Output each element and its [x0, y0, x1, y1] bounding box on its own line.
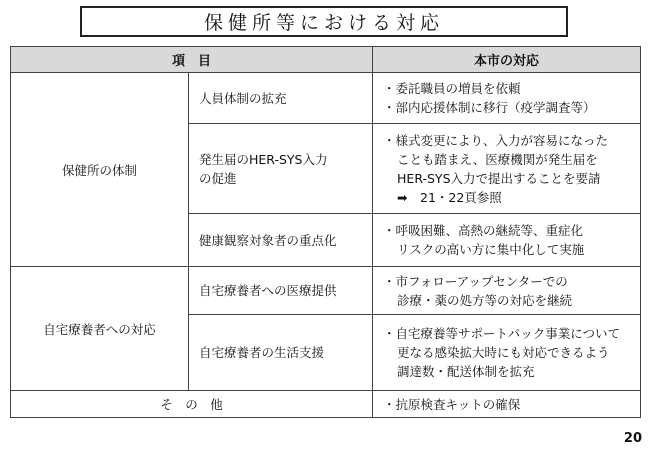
response-text: 更なる感染拡大時にも対応できるよう — [397, 345, 610, 360]
item-cell — [189, 73, 373, 124]
response-text: 部内応援体制に移行（疫学調査等） — [395, 100, 596, 115]
response-line — [383, 395, 640, 414]
item-cell — [189, 124, 373, 214]
response-line — [383, 169, 640, 188]
bullet-mark: ・ — [383, 223, 396, 238]
response-cell — [373, 124, 641, 214]
bullet-mark: ・ — [383, 81, 396, 96]
item-text: 健康観察対象者の重点化 — [199, 232, 337, 248]
item-text: 自宅療養者への医療提供 — [199, 283, 337, 298]
bullet-mark: ・ — [383, 132, 396, 148]
response-line — [383, 221, 640, 240]
response-line — [383, 131, 640, 150]
table-header-row — [11, 47, 641, 73]
response-cell — [373, 73, 641, 124]
response-table — [10, 46, 641, 418]
response-text: 市フォローアップセンターでの — [395, 273, 568, 289]
bullet-mark: ・ — [383, 273, 396, 289]
item-text: 人員体制の拡充 — [199, 90, 287, 106]
response-line — [383, 272, 640, 291]
response-cell — [373, 315, 641, 391]
category-cell: 自宅療養者への対応 — [11, 267, 189, 391]
response-cell — [373, 391, 641, 418]
response-text: 呼吸困難、高熱の継続等、重症化 — [395, 223, 584, 238]
table-row — [11, 267, 641, 315]
item-text: 発生届のHER-SYS入力 — [199, 151, 328, 167]
response-cell — [373, 267, 641, 315]
item-text: 自宅療養者の生活支援 — [199, 345, 325, 360]
response-line — [383, 240, 640, 259]
item-cell — [189, 315, 373, 391]
response-text: 自宅療養等サポートパック事業について — [395, 326, 621, 341]
response-line — [383, 362, 640, 381]
response-line — [383, 343, 640, 362]
response-line — [383, 324, 640, 343]
header-item: 項 目 — [11, 47, 373, 73]
response-text: HER-SYS入力で提出することを要請 — [397, 170, 601, 186]
item-cell — [189, 214, 373, 267]
response-text: 調達数・配送体制を拡充 — [397, 364, 535, 379]
page-title: 保健所等における対応 — [80, 6, 568, 37]
bullet-mark: ・ — [383, 100, 396, 115]
category-cell: 保健所の体制 — [11, 73, 189, 267]
response-text: ことも踏まえ、医療機関が発生届を — [397, 151, 598, 167]
table-row — [11, 73, 641, 124]
response-line — [383, 291, 640, 310]
table-row-other — [11, 391, 641, 418]
response-text: 様式変更により、入力が容易になった — [395, 132, 609, 148]
response-line — [383, 98, 640, 117]
bullet-mark: ・ — [383, 396, 396, 412]
response-cell — [373, 214, 641, 267]
header-response: 本市の対応 — [373, 47, 641, 73]
response-text: 委託職員の増員を依頼 — [395, 81, 521, 96]
response-text: 診療・薬の処方等の対応を継続 — [397, 292, 573, 308]
page-number: 20 — [623, 431, 642, 446]
response-line — [383, 188, 640, 207]
other-label-cell: そ の 他 — [11, 391, 373, 418]
response-line — [383, 150, 640, 169]
item-text: の促進 — [199, 170, 237, 186]
response-text: ➡ 21・22頁参照 — [397, 189, 502, 205]
bullet-mark: ・ — [383, 326, 396, 341]
item-cell — [189, 267, 373, 315]
response-line — [383, 79, 640, 98]
response-text: リスクの高い方に集中化して実施 — [397, 242, 585, 257]
response-text: 抗原検査キットの確保 — [395, 396, 521, 412]
